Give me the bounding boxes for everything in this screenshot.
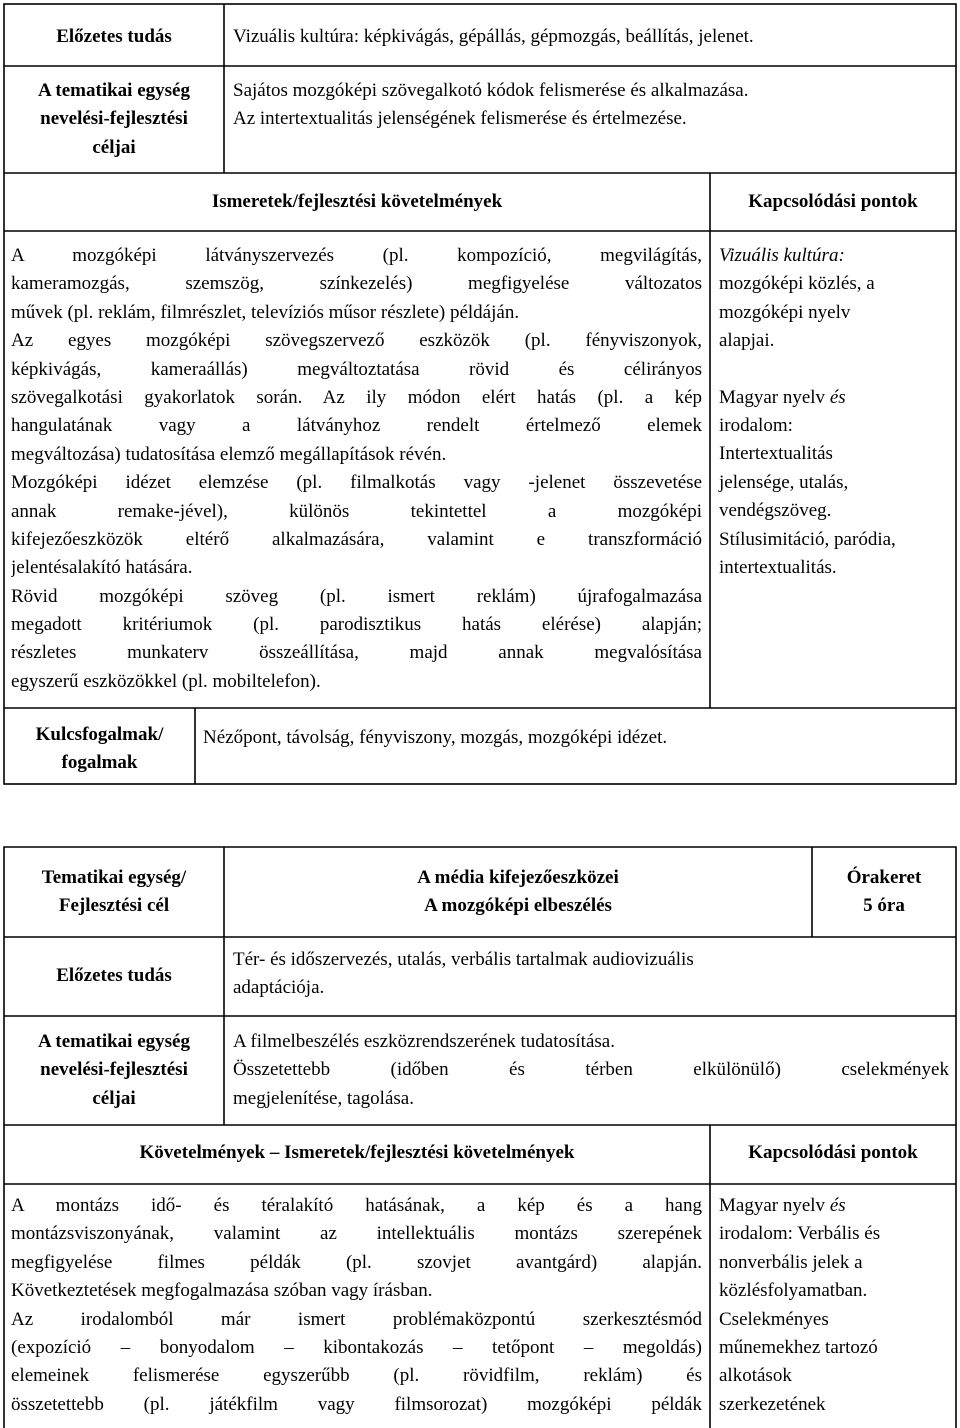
s2-link-magyar-title: Magyar nyelv és (719, 1195, 846, 1216)
s2-goals-text: A filmelbeszélés eszközrendszerének tudatosítása. Összetettebb (időben és térben elkülönülő) cselekmények megjelenítése, tagolása. (233, 1031, 949, 1109)
s1-goals-text: Sajátos mozgóképi szövegalkotó kódok felismerése és alkalmazása. Az intertextualitás jelenségének felismerése és értelmezése. (233, 80, 749, 130)
s1-keywords-label: Kulcsfogalmak/ fogalmak (35, 724, 164, 774)
s2-links-text: Magyar nyelv és irodalom: Verbális és nonverbális jelek a közlésfolyamatban. Cselekményes műnemekhez tartozó alkotások szerkezetének (719, 1192, 880, 1419)
s1-links-header: Kapcsolódási pontok (748, 191, 918, 212)
s1-goals-label: A tematikai egység nevelési-fejlesztési céljai (38, 80, 190, 158)
s2-hours: Órakeret 5 óra (846, 867, 922, 917)
s2-prior-knowledge-label: Előzetes tudás (56, 965, 172, 986)
link-magyar-title: Magyar nyelv és (719, 386, 846, 408)
s1-prior-knowledge-text: Vizuális kultúra: képkivágás, gépállás, gépmozgás, beállítás, jelenet. (233, 26, 754, 47)
s2-links-header: Kapcsolódási pontok (748, 1142, 918, 1163)
s2-prior-knowledge-text: Tér- és időszervezés, utalás, verbális tartalmak audiovizuális adaptációja. (233, 949, 694, 999)
s2-requirements-header: Követelmények – Ismeretek/fejlesztési követelmények (139, 1142, 575, 1163)
s2-goals-label: A tematikai egység nevelési-fejlesztési céljai (38, 1031, 190, 1109)
s2-topic-title: A média kifejezőeszközei A mozgóképi elbeszélés (417, 867, 619, 917)
s1-links-text: Vizuális kultúra: mozgóképi közlés, a mozgóképi nyelv alapjai. Magyar nyelv és irodalom: Intertextualitás jelensége, utalás, vendégszöveg. Stílusimitáció, paródia, intertextualitás. (719, 242, 896, 582)
s1-keywords-text: Nézőpont, távolság, fényviszony, mozgás, mozgóképi idézet. (203, 727, 668, 748)
s1-prior-knowledge-label: Előzetes tudás (56, 26, 172, 47)
link-vizualis-title: Vizuális kultúra: (719, 245, 845, 266)
s1-requirements-text: A mozgóképi látványszervezés (pl. kompozíció, megvilágítás, kameramozgás, szemszög, színkezelés) megfigyelése változatos művek (pl. reklám, filmrészlet, televíziós műsor részlete) példáján. Az egyes mozgóképi szövegszervező eszközök (pl. fényviszonyok, képkivágás, kameraállás) megváltoztatása rövid és célirányos szövegalkotási gyakorlatok során. Az ily módon elért hatás (pl. a kép hangulatának vagy a látványhoz rendelt értelmező elemek megváltozása) tudatosítása elemző megállapítások révén. Mozgóképi idézet elemzése (pl. filmalkotás vagy -jelenet összevetése annak remake-jével), különös tekintettel a mozgóképi kifejezőeszközök eltérő alkalmazására, valamint e transzformáció jelentésalakító hatására. Rövid mozgóképi szöveg (pl. ismert reklám) újrafogalmazása megadott kritériumok (pl. parodisztikus hatás elérése) alapján; részletes munkaterv összeállítása, majd annak megvalósítása egyszerű eszközökkel (pl. mobiltelefon). (11, 245, 702, 692)
s2-topic-label: Tematikai egység/ Fejlesztési cél (41, 867, 187, 917)
s2-requirements-text: A montázs idő- és téralakító hatásának, a kép és a hang montázsviszonyának, valamint az intellektuális montázs szerepének megfigyelése filmes példák (pl. szovjet avantgárd) alapján. Következtetések megfogalmazása szóban vagy írásban. Az irodalomból már ismert problémaközpontú szerkesztésmód (expozíció – bonyodalom – kibontakozás – tetőpont – megoldás) elemeinek felismerése egyszerűbb (pl. rövidfilm, reklám) és összetettebb (pl. játékfilm vagy filmsorozat) mozgóképi példák (11, 1195, 702, 1415)
s1-requirements-header: Ismeretek/fejlesztési követelmények (211, 191, 503, 212)
